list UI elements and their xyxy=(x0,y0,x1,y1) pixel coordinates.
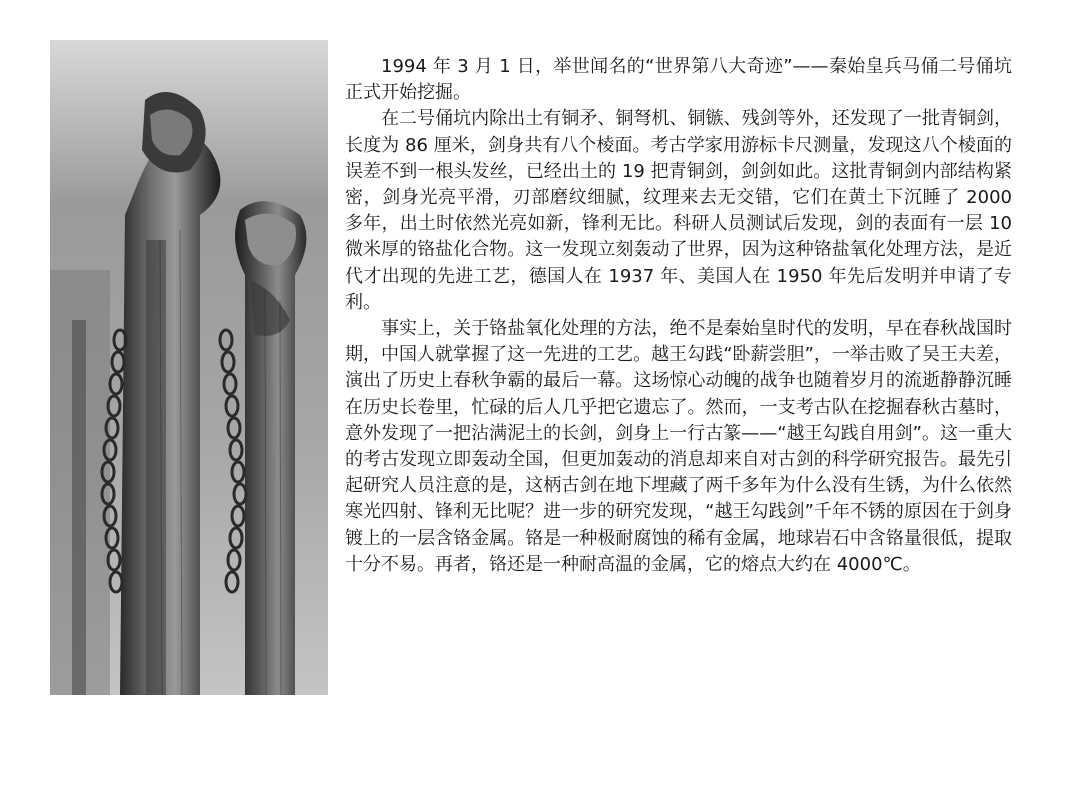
bronze-swords-photo xyxy=(50,40,328,695)
article-paragraph: 在二号俑坑内除出土有铜矛、铜弩机、铜镞、残剑等外，还发现了一批青铜剑，长度为 86 厘米，剑身共有八个棱面。考古学家用游标卡尺测量，发现这八个棱面的误差不到一根头发丝，已经出土的 19 把青铜剑，剑剑如此。这批青铜剑内部结构紧密，剑身光亮平滑，刃部磨纹细腻，纹理来去无交错，它们在黄土下沉睡了 2000 多年，出土时依然光亮如新，锋利无比。科研人员测试后发现，剑的表面有一层 10 微米厚的铬盐化合物。这一发现立刻轰动了世界，因为这种铬盐氧化处理方法，是近代才出现的先进工艺，德国人在 1937 年、美国人在 1950 年先后发明并申请了专利。 xyxy=(345,108,1012,313)
article-paragraph: 1994 年 3 月 1 日，举世闻名的“世界第八大奇迹”——秦始皇兵马俑二号俑坑正式开始挖掘。 xyxy=(345,56,1012,104)
article-paragraph: 事实上，关于铬盐氧化处理的方法，绝不是秦始皇时代的发明，早在春秋战国时期，中国人就掌握了这一先进的工艺。越王勾践“卧薪尝胆”，一举击败了吴王夫差，演出了历史上春秋争霸的最后一幕。这场惊心动魄的战争也随着岁月的流逝静静沉睡在历史长卷里，忙碌的后人几乎把它遗忘了。然而，一支考古队在挖掘春秋古墓时，意外发现了一把沾满泥土的长剑，剑身上一行古篆——“越王勾践自用剑”。这一重大的考古发现立即轰动全国，但更加轰动的消息却来自对古剑的科学研究报告。最先引起研究人员注意的是，这柄古剑在地下埋藏了两千多年为什么没有生锈，为什么依然寒光四射、锋利无比呢？进一步的研究发现，“越王勾践剑”千年不锈的原因在于剑身镀上的一层含铬金属。铬是一种极耐腐蚀的稀有金属，地球岩石中含铬量很低，提取十分不易。再者，铬还是一种耐高温的金属，它的熔点大约在 4000℃。 xyxy=(345,318,1012,575)
article-text xyxy=(345,54,1012,578)
